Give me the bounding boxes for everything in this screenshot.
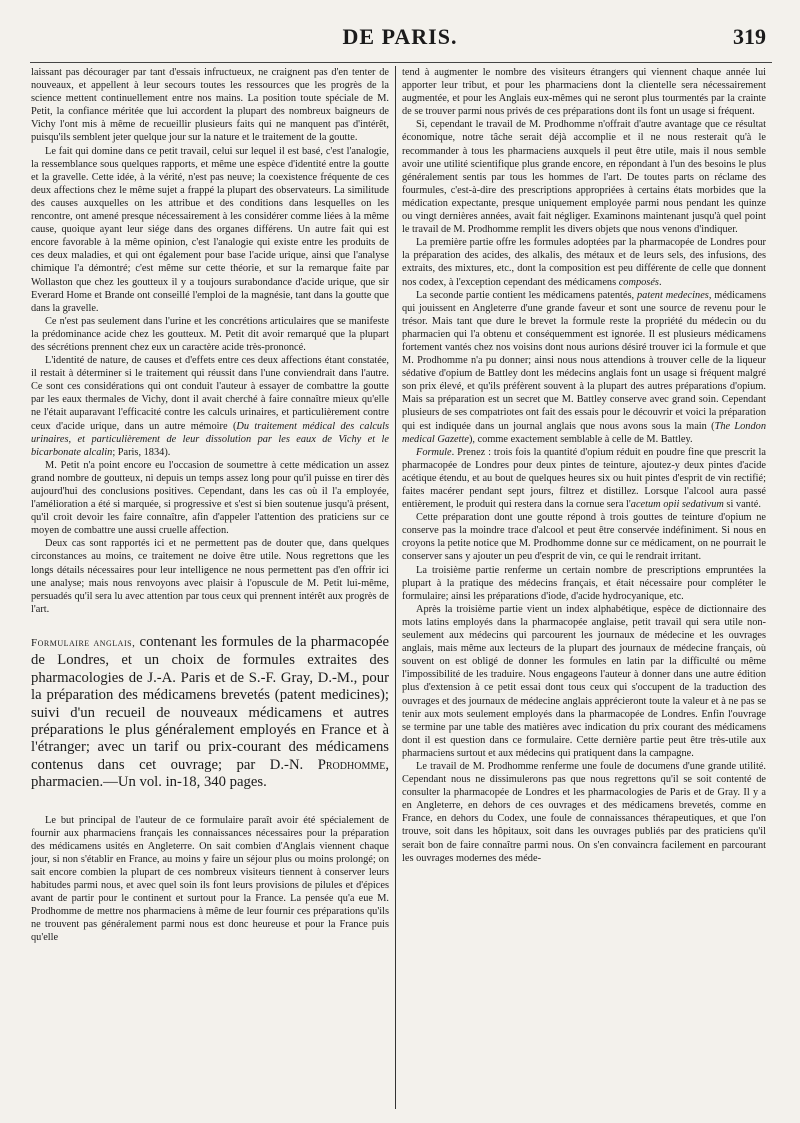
text-run: La seconde partie contient les médicamens patentés, [416, 289, 637, 301]
paragraph: Cette préparation dont une goutte répond à trois gouttes de teinture d'opium ne conserve pas la moindre trace d'alcool et peut être conservée indéfiniment. Si nous en croyons la petite notice que M. Prodhomme donne sur ce médicament, on ne pourrait le conserver sans y ajouter un peu d'esprit de vin, ce qui le rendrait irritant. [402, 512, 766, 563]
paragraph: La troisième partie renferme un certain nombre de prescriptions empruntées la plupart à la pratique des médecins français, et était nécessaire pour compléter le formulaire; ainsi les préparations d'iode, d'acide hydrocyanique, etc. [402, 564, 766, 602]
paragraph: tend à augmenter le nombre des visiteurs étrangers qui viennent chaque année lui apporter leur tribut, et pour les pharmaciens dont la clientelle sera nécessairement augmentée, et pour les Anglais eux-mêmes qui ne seront plus tourmentés par la crainte de se trouver parmi nous privés de ces préparations dont ils font un usage si fréquent. [402, 67, 766, 118]
text-run: ), comme exactement semblable à celle de M. Battley. [468, 433, 693, 445]
paragraph [402, 289, 766, 446]
paragraph: Le fait qui domine dans ce petit travail, celui sur lequel il est basé, c'est l'analogie, la ressemblance sous quelques rapports, et même une espèce d'identité entre la goutte et la gravelle. Cette idée, à la vérité, n'est pas neuve; la coexistence fréquente de ces deux affections chez le même sujet a frappé la plupart des observateurs. La similitude des causes auxquelles on les attribue et des conditions dans lesquelles on les rencontre, ont amené presque nécessairement à les considérer comme liées à la même cause, quoique ayant leur siége dans des organes différens. Un autre fait qui est encore favorable à la même opinion, c'est l'analogie qui existe entre les produits de ces deux maladies, et qui ont également pour base l'acide urique, ainsi que l'analyse chimique l'a démontré; c'est même sur cette théorie, et sur la remarque faite par Wollaston que chez les goutteux il y a toujours surabondance d'acide urique, que sir Everard Home et Brande ont conseillé l'emploi de la magnésie, tant dans la goutte que dans la gravelle. [31, 145, 389, 314]
journal-title: The London medical Gazette [402, 420, 766, 445]
italic-term: acetum opii sedativum [630, 499, 724, 511]
cited-title: Du traitement médical des calculs urinaires, et particulièrement de leur dissolution par les eaux de Vichy et le bicarbonate alcalin [31, 420, 389, 458]
book-notice-end: , pharmacien.—Un vol. in-18, 340 pages. [31, 756, 389, 791]
page-header [0, 24, 800, 50]
text-run: ; Paris, 1834). [112, 446, 171, 458]
paragraph [402, 446, 766, 511]
italic-term: composés [618, 276, 659, 288]
book-author: Prodhomme [317, 756, 386, 773]
text-run: . [658, 276, 662, 288]
text-run: L'identité de nature, de causes et d'effets entre ces deux affections étant constatée, il restait à déterminer si le traitement qui réussit dans l'une conviendrait dans l'autre. Ce sont ces considérations qui ont conduit l'auteur à essayer de combattre la goutte par les eaux thermales de Vichy, dont il avait cherché à faire connaître mieux qu'elle ne l'était auparavant l'efficacité contre les calculs urinaires, et particulièrement contre ceux d'acide urique, dans un autre mémoire ( [31, 355, 389, 432]
paragraph: Deux cas sont rapportés ici et ne permettent pas de douter que, dans quelques circonstances au moins, ce traitement ne doive être utile. Nous regrettons que les longs détails nécessaires pour leur intelligence ne nous permettent pas d'en offrir ici une analyse; mais nous renvoyons avec plaisir à l'opuscule de M. Petit lui-même, persuadés qu'il sera lu avec attention par tous ceux qui prennent intérêt aux progrès de l'art. [31, 538, 389, 615]
paragraph: Le but principal de l'auteur de ce formulaire paraît avoir été spécialement de fournir aux pharmaciens français les connaissances nécessaires pour la préparation des médicamens usités en Angleterre. On sait combien d'Anglais viennent chaque jour, si non s'établir en France, au moins y faire un séjour plus ou moins prolongé; on sait encore combien la plupart de ces nombreux visiteurs tiennent à conserver leurs habitudes parmi nous, et avec quel soin ils font leurs provisions de pilules et d'épices avant de partir pour le continent et surtout pour la France. La pensée qu'a eue M. Prodhomme de mettre nos pharmaciens à même de leur fournir ces préparations qu'ils ne trouvent pas généralement parmi nous est donc heureuse et pour la France puis qu'elle [31, 814, 389, 944]
running-title: DE PARIS. [342, 24, 458, 49]
header-rule [30, 62, 772, 63]
text-run: La première partie offre les formules adoptées par la pharmacopée de Londres pour la préparation des acides, des alkalis, des métaux et de leurs sels, des infusions, des extraits, des mixtures, etc., dont la composition est peu différente de celle que donnent nos codex, à l'exception cependant des médicamens [402, 237, 766, 288]
book-notice-tag: Formulaire anglais, [31, 636, 136, 649]
paragraph: M. Petit n'a point encore eu l'occasion de soumettre à cette médication un assez grand nombre de goutteux, ni depuis un temps assez long pour qu'il puisse en tirer dès aujourd'hui des conclusions positives. Cependant, dans les cas où il l'a employée, l'amélioration a été si marquée, si progressive et s'est si bien soutenue jusqu'à présent, qu'il croit devoir les faire connaître, afin d'appeler l'attention des praticiens sur ce moyen de combattre une aussi cruelle affection. [31, 459, 389, 537]
paragraph: Le travail de M. Prodhomme renferme une foule de documens d'une grande utilité. Cependant nous ne dissimulerons pas que nous regrettons qu'il se soit contenté de consulter la pharmacopée de Londres et les pharmacologies de Paris et de Gray. Il y a en Angleterre, en dehors de ces ouvrages et des médicamens brevetés, comme en France, en dehors du Codex, une foule de connaissances thérapeutiques, et que l'on trouve, soit dans les hôpitaux, soit dans les ouvrages publiés par des praticiens qu'il serait bon de faire connaître parmi nous. On s'en convaincra facilement en parcourant les ouvrages modernes des méde- [402, 760, 766, 864]
paragraph [31, 354, 389, 459]
text-run: , médicamens qui jouissent en Angleterre d'une grande faveur et sont une source de revenu pour le trésor. Mais tant que dure le brevet la formule reste la propriété du médecin ou du pharmacien qui l'a obtenu et conséquemment est ignorée. Il est plusieurs médicamens fortement vantés chez nos voisins dont nous aurions désiré trouver ici la formule et que M. Prodhomme n'a pu donner; ainsi nous nous attendions à trouver celle de la liqueur sédative d'opium de Battley dont les médecins anglais font un usage si fréquent malgré son prix élevé, et qu'ils préfèrent souvent à la plupart des autres préparations d'opium. Mais sa préparation est un secret que M. Battley conserve avec grand soin. Cependant plusieurs de ses compatriotes ont fait des essais pour le découvrir et voici la préparation qui est indiquée dans un journal anglais que nous avons sous la main ( [402, 289, 766, 432]
left-column [31, 66, 389, 1115]
book-notice [31, 634, 389, 792]
formula-label: Formule [416, 446, 452, 458]
paragraph [402, 236, 766, 288]
paragraph: Si, cependant le travail de M. Prodhomme n'offrait d'autre avantage que ce résultat économique, notre tâche serait déjà accomplie et il ne nous resterait qu'à le recommander à tous les pharmaciens auxquels il peut être utile, mais il nous semble avoir une utilité scientifique plus grande encore, en répondant à l'un des besoins le plus généralement sentis par tous les hommes de l'art. De toutes parts on réclame des fourmules, c'est-à-dire des prescriptions appropriées à certains états morbides que la médication expectante, presque uniquement employée parmi nous pendant les quinze ou vingt dernières années, avait fait négliger. Examinons maintenant jusqu'à quel point le travail de M. Prodhomme remplit les divers objets que nous venons d'indiquer. [402, 119, 766, 236]
paragraph: Après la troisième partie vient un index alphabétique, espèce de dictionnaire des mots latins employés dans la pharmacopée anglaise, petit travail qui sera utile non-seulement aux médecins qui parcourent les journaux de médecine et les ouvrages anglais, mais même aux lecteurs de la plupart des journaux de médecine français, où souvent on est obligé de donner les formules en latin par la difficulté ou même l'impossibilité de les traduire. Nous engageons l'auteur à donner dans une autre édition plus d'extension à ce petit essai dont tous ceux qui s'occupent de la traduction des ouvrages et des journaux de médecine anglais apprécieront toute la valeur et à ne pas se tenir aux mots seulement employés dans la pharmacopée de Londres. Enfin l'ouvrage se termine par une table des matières avec indication du prix courant des médicamens dont il est question dans ce formulaire. Cette dernière partie peut être très-utile aux pharmaciens surtout et aux médecins qui pratiquent dans la campagne. [402, 603, 766, 759]
book-notice-text: contenant les formules de la pharmacopée de Londres, et un choix de formules extraites des pharmacologies de J.-A. Paris et de S.-F. Gray, D.-M., pour la préparation des médicamens brevetés (patent medicines); suivi d'un recueil de nouveaux médicamens et autres préparations le plus généralement employés en France et à l'étranger; avec un tarif ou prix-courant des médicamens contenus dans cet ouvrage; par D.-N. [31, 633, 389, 773]
column-divider [395, 66, 396, 1109]
italic-term: patent medecines [636, 289, 709, 301]
text-run: si vanté. [723, 499, 761, 511]
paragraph: Ce n'est pas seulement dans l'urine et les concrétions articulaires que se manifeste la prédominance acide chez les goutteux. M. Petit dit avoir remarqué que la plupart des sécrétions prennent chez eux un caractère acide très-prononcé. [31, 315, 389, 353]
paragraph: laissant pas décourager par tant d'essais infructueux, ne craignent pas d'en tenter de nouveaux, et appellent à leur secours toutes les ressources que les progrès de la science mettent continuellement entre nos mains. La position toute spéciale de M. Petit, la confiance méritée que lui accordent la plupart des nombreux baigneurs de Vichy l'ont mis à même de recueillir plusieurs faits qui ne manquent pas d'intérêt, puisqu'ils semblent jeter quelque jour sur la nature et le traitement de la goutte. [31, 67, 389, 144]
page-number: 319 [733, 24, 766, 49]
text-run: . Prenez : trois fois la quantité d'opium réduit en poudre fine que prescrit la pharmacopée de Londres pour deux pintes de teinture, ajoutez-y deux pintes d'acide acétique étendu, et au bout de quelques heures six ou huit pintes d'esprit de vin rectifié; faites macérer pendant sept jours, filtrez et distillez. Lorsque l'alcool aura passé entièrement, le produit qui restera dans la cornue sera l' [402, 446, 766, 511]
right-column [402, 66, 766, 1115]
